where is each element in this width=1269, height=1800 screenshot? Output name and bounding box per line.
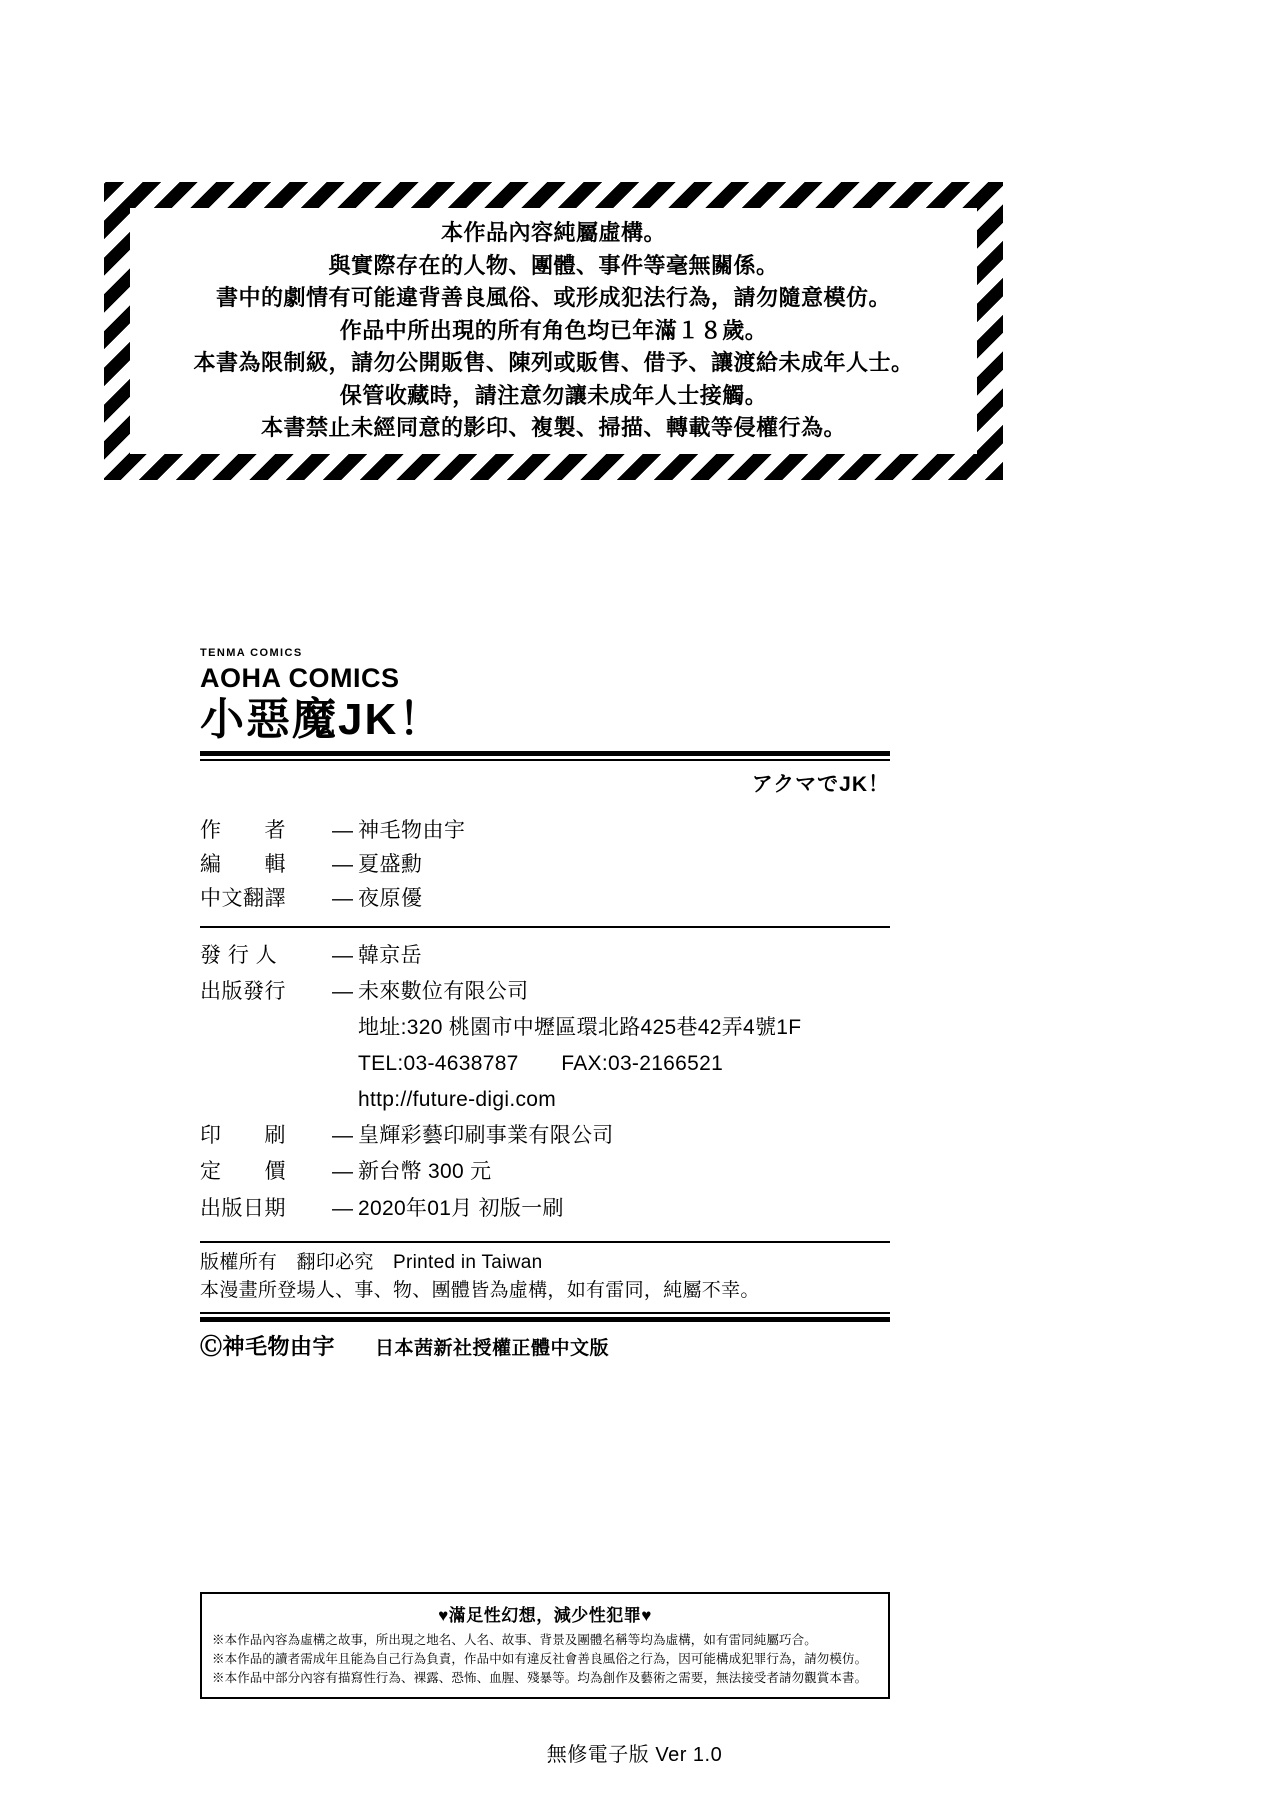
pub-website-link[interactable]: http://future-digi.com <box>358 1088 557 1112</box>
notice-heading: ♥滿足性幻想，減少性犯罪♥ <box>438 1606 652 1625</box>
credit-dash-translator: — <box>332 886 353 910</box>
colophon <box>200 648 1090 1369</box>
version-footer: 無修電子版 Ver 1.0 <box>546 1744 723 1766</box>
pub-row-publisher-company <box>200 974 1090 1010</box>
notice-line-1: ※本作品內容為虛構之故事，所出現之地名、人名、故事、背景及團體名稱等均為虛構，如有雷同純屬巧合。 <box>212 1633 817 1647</box>
credit-label-editor: 編 輯 <box>200 852 286 876</box>
legal-notice <box>200 1249 1090 1306</box>
divider-credits-bottom <box>200 926 890 928</box>
imprint-tenma-comics: TENMA COMICS <box>200 647 303 659</box>
disclaimer-line-6: 保管收藏時，請注意勿讓未成年人士接觸。 <box>339 382 768 408</box>
divider-publication-bottom <box>200 1241 890 1243</box>
disclaimer-line-2: 與實際存在的人物、團體、事件等毫無關係。 <box>328 252 779 278</box>
copyright-license: 日本茜新社授權正體中文版 <box>375 1337 610 1359</box>
pub-label-date: 出版日期 <box>200 1196 286 1220</box>
page-title: 小惡魔JK！ <box>200 695 445 745</box>
credit-value-translator: 夜原優 <box>358 886 423 910</box>
pub-value-publisher-company: 未來數位有限公司 <box>358 979 529 1003</box>
pub-label-printer: 印 刷 <box>200 1124 286 1148</box>
imprint-aoha-comics: AOHA COMICS <box>200 663 400 693</box>
notice-line-3: ※本作品中部分內容有描寫性行為、裸露、恐怖、血腥、殘暴等。均為創作及藝術之需要，無法接受者請勿觀賞本書。 <box>212 1671 868 1685</box>
credit-label-author: 作 者 <box>200 818 286 842</box>
pub-row-price <box>200 1154 1090 1190</box>
disclaimer-box <box>104 182 1003 480</box>
copyright-row <box>200 1330 1090 1361</box>
legal-line-2: 本漫畫所登場人、事、物、團體皆為虛構，如有雷同，純屬不幸。 <box>200 1280 760 1302</box>
pub-row-date <box>200 1191 1090 1227</box>
disclaimer-line-5: 本書為限制級，請勿公開販售、陳列或販售、借予、讓渡給未成年人士。 <box>193 350 914 376</box>
pub-value-price: 新台幣 300 元 <box>358 1160 492 1184</box>
pub-row-publisher-person <box>200 938 1090 974</box>
pub-value-printer: 皇輝彩藝印刷事業有限公司 <box>358 1124 614 1148</box>
credit-dash-editor: — <box>332 852 353 876</box>
credit-row-author <box>200 814 1090 848</box>
disclaimer-line-3: 書中的劇情有可能違背善良風俗、或形成犯法行為，請勿隨意模仿。 <box>215 285 891 311</box>
divider-thick-top <box>200 751 890 756</box>
credit-value-editor: 夏盛勳 <box>358 852 423 876</box>
pub-address: 地址:320 桃園市中壢區環北路425巷42弄4號1F <box>358 1016 802 1039</box>
credit-row-editor <box>200 848 1090 882</box>
pub-dash-date: — <box>332 1196 353 1220</box>
disclaimer-line-1: 本作品內容純屬虛構。 <box>440 220 666 246</box>
disclaimer-line-7: 本書禁止未經同意的影印、複製、掃描、轉載等侵權行為。 <box>260 415 846 441</box>
notice-box <box>200 1592 890 1699</box>
pub-value-publisher-person: 韓京岳 <box>358 943 422 967</box>
pub-label-publisher-company: 出版發行 <box>200 979 286 1003</box>
pub-value-date: 2020年01月 初版一刷 <box>358 1196 564 1220</box>
copyright-mark: Ⓒ神毛物由宇 <box>200 1333 336 1359</box>
pub-label-price: 定 價 <box>200 1160 286 1184</box>
publication-info <box>200 938 1090 1227</box>
divider-legal-bottom-thin <box>200 1312 890 1314</box>
credit-row-translator <box>200 882 1090 916</box>
legal-line-1: 版權所有 翻印必究 Printed in Taiwan <box>200 1251 543 1273</box>
pub-row-printer <box>200 1118 1090 1154</box>
pub-dash-publisher-person: — <box>332 943 353 967</box>
notice-line-2: ※本作品的讀者需成年且能為自己行為負責，作品中如有違反社會善良風俗之行為，因可能構成犯罪行為，請勿模仿。 <box>212 1652 868 1666</box>
pub-dash-printer: — <box>332 1124 353 1148</box>
divider-legal-bottom-thick <box>200 1317 890 1322</box>
pub-dash-publisher-company: — <box>332 979 353 1003</box>
pub-label-publisher-person: 發 行 人 <box>200 943 278 967</box>
disclaimer-inner <box>130 208 977 454</box>
credit-value-author: 神毛物由宇 <box>358 818 466 842</box>
divider-thin-top <box>200 759 890 761</box>
title-japanese: アクマでJK！ <box>751 772 890 796</box>
credit-label-translator: 中文翻譯 <box>200 886 286 910</box>
disclaimer-line-4: 作品中所出現的所有角色均已年滿１８歲。 <box>339 317 768 343</box>
pub-dash-price: — <box>332 1160 353 1184</box>
credit-dash-author: — <box>332 818 353 842</box>
credits-list <box>200 814 1090 916</box>
pub-phone-fax: TEL:03-4638787 FAX:03-2166521 <box>358 1052 724 1076</box>
